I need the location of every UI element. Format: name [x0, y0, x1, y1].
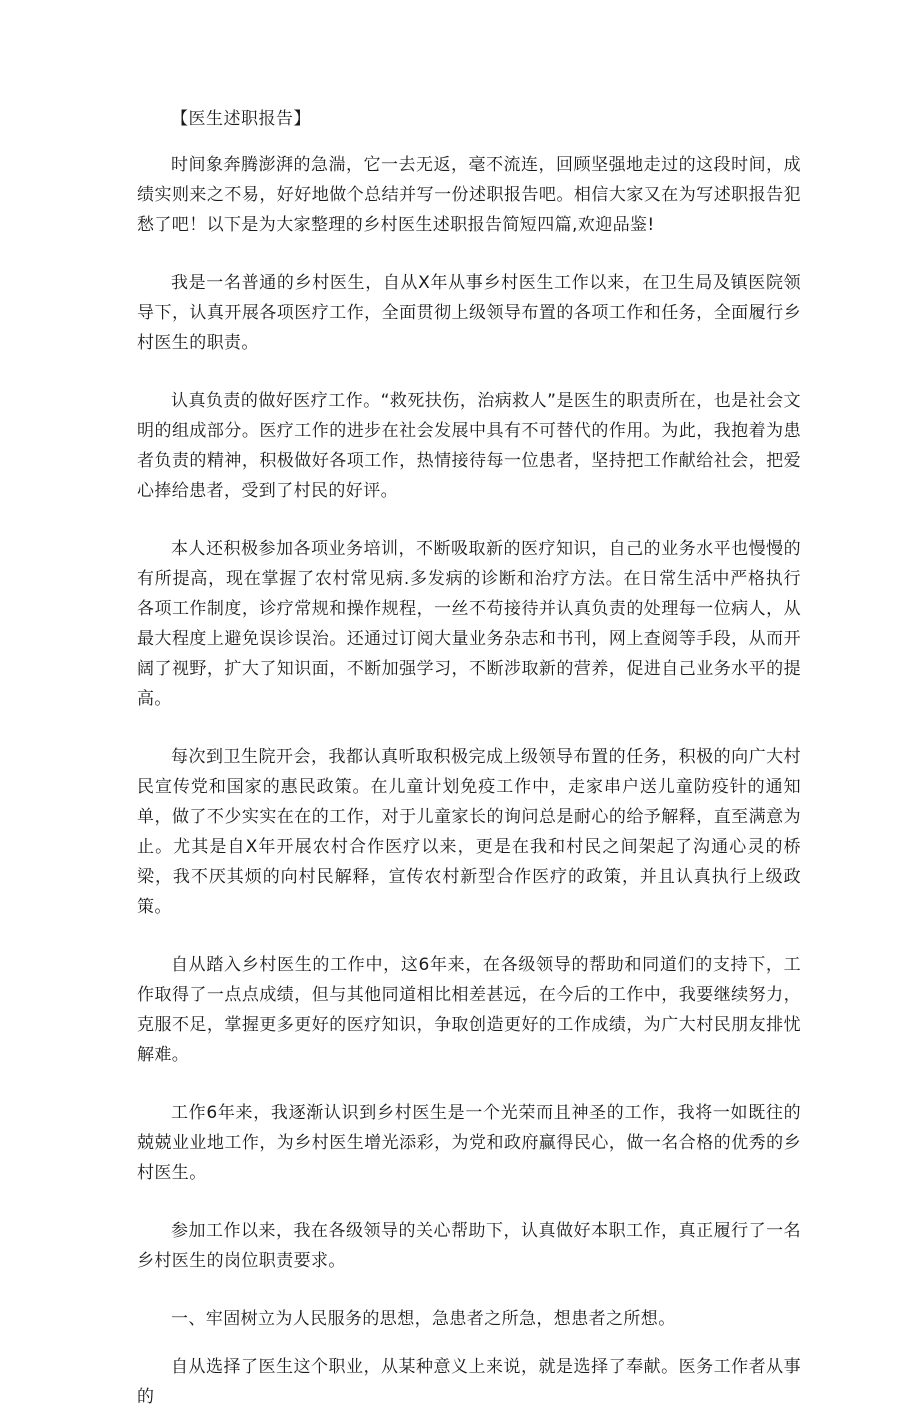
paragraph-6: 工作6年来，我逐渐认识到乡村医生是一个光荣而且神圣的工作，我将一如既往的兢兢业业地工作，为乡村医生增光添彩，为党和政府赢得民心，做一名合格的优秀的乡村医生。 — [137, 1103, 801, 1183]
paragraph-4: 每次到卫生院开会，我都认真听取积极完成上级领导布置的任务，积极的向广大村民宣传党和国家的惠民政策。在儿童计划免疫工作中，走家串户送儿童防疫针的通知单，做了不少实实在在的工作，对于儿童家长的询问总是耐心的给予解释，直至满意为止。尤其是自X年开展农村合作医疗以来，更是在我和村民之间架起了沟通心灵的桥梁，我不厌其烦的向村民解释，宣传农村新型合作医疗的政策，并且认真执行上级政策。 — [137, 747, 801, 917]
paragraph-5: 自从踏入乡村医生的工作中，这6年来，在各级领导的帮助和同道们的支持下，工作取得了一点点成绩，但与其他同道相比相差甚远，在今后的工作中，我要继续努力，克服不足，掌握更多更好的医疗知识，争取创造更好的工作成绩，为广大村民朋友排忧解难。 — [137, 955, 801, 1065]
paragraph-2: 认真负责的做好医疗工作。“救死扶伤，治病救人”是医生的职责所在，也是社会文明的组成部分。医疗工作的进步在社会发展中具有不可替代的作用。为此，我抱着为患者负责的精神，积极做好各项工作，热情接待每一位患者，坚持把工作献给社会，把爱心捧给患者，受到了村民的好评。 — [137, 391, 801, 501]
document-page — [137, 104, 801, 1412]
paragraph-intro: 时间象奔腾澎湃的急湍，它一去无返，毫不流连，回顾坚强地走过的这段时间，成绩实则来之不易，好好地做个总结并写一份述职报告吧。相信大家又在为写述职报告犯愁了吧！以下是为大家整理的乡村医生述职报告简短四篇,欢迎品鉴! — [137, 155, 801, 235]
paragraph-7: 参加工作以来，我在各级领导的关心帮助下，认真做好本职工作，真正履行了一名乡村医生的岗位职责要求。 — [137, 1221, 801, 1271]
document-title: 【医生述职报告】 — [171, 109, 311, 129]
paragraph-3: 本人还积极参加各项业务培训，不断吸取新的医疗知识，自己的业务水平也慢慢的有所提高，现在掌握了农村常见病.多发病的诊断和治疗方法。在日常生活中严格执行各项工作制度，诊疗常规和操作规程，一丝不苟接待并认真负责的处理每一位病人，从最大程度上避免误诊误治。还通过订阅大量业务杂志和书刊，网上查阅等手段，从而开阔了视野，扩大了知识面，不断加强学习，不断涉取新的营养，促进自己业务水平的提高。 — [137, 539, 801, 709]
section-heading-1: 一、牢固树立为人民服务的思想，急患者之所急，想患者之所想。 — [171, 1309, 676, 1329]
paragraph-9: 自从选择了医生这个职业，从某种意义上来说，就是选择了奉献。医务工作者从事的 — [137, 1357, 801, 1407]
paragraph-1: 我是一名普通的乡村医生，自从X年从事乡村医生工作以来，在卫生局及镇医院领导下，认真开展各项医疗工作，全面贯彻上级领导布置的各项工作和任务，全面履行乡村医生的职责。 — [137, 273, 801, 353]
